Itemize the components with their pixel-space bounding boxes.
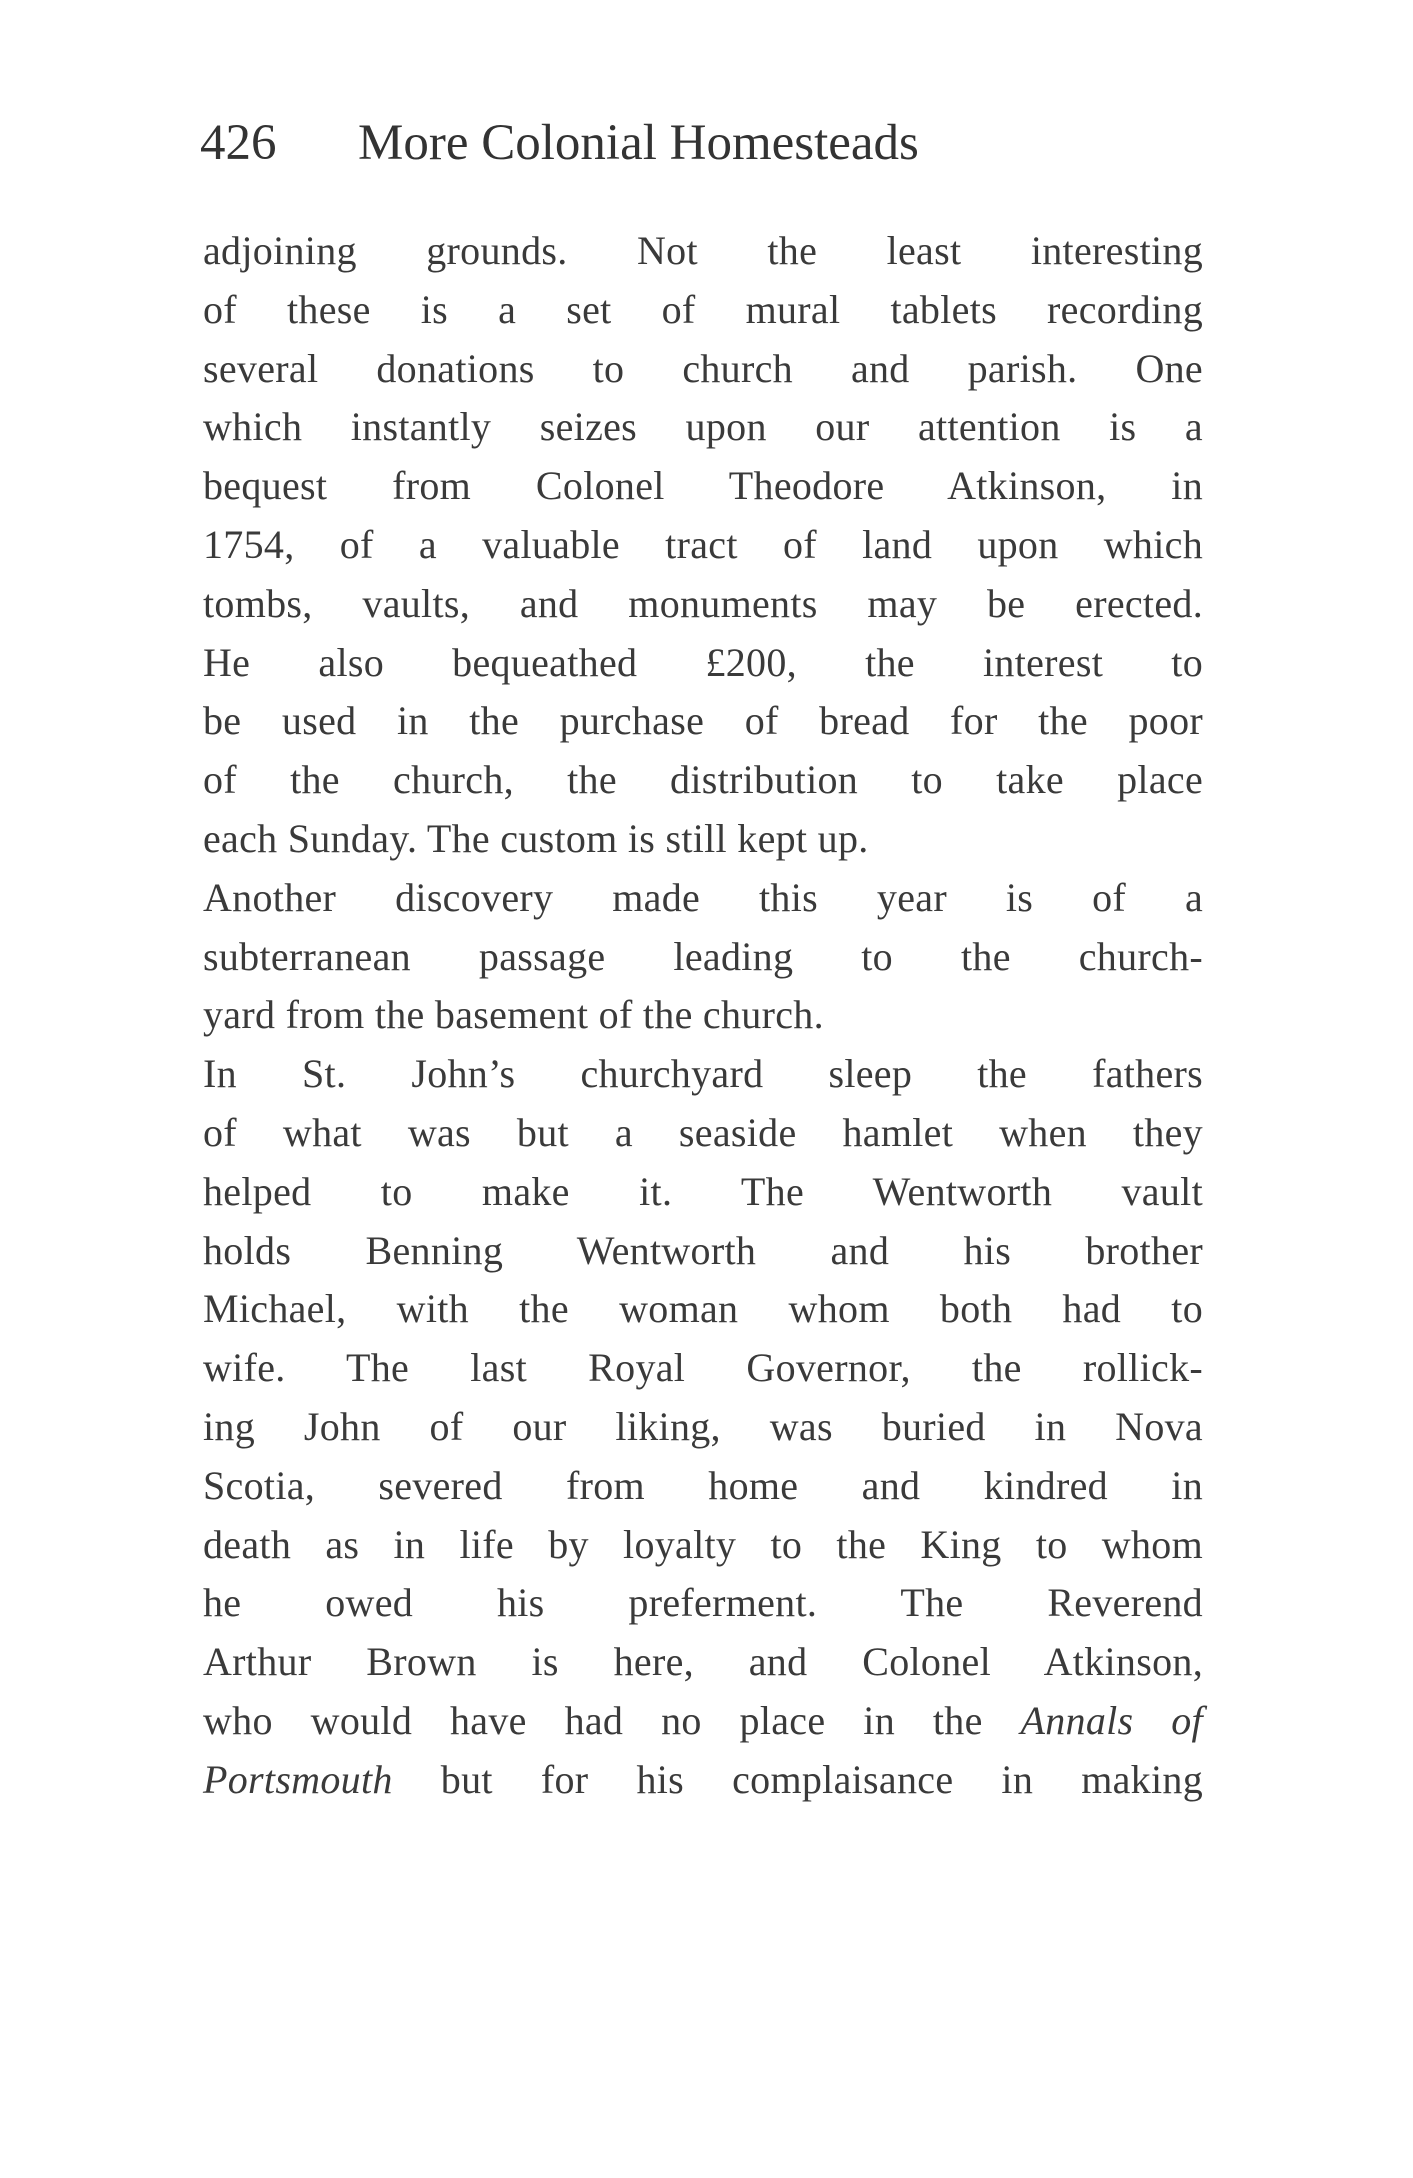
text-line: death as in life by loyalty to the King to whom <box>203 1521 1203 1567</box>
text-line: In St. John’s churchyard sleep the fathers <box>203 1051 1203 1097</box>
running-head <box>200 108 1200 178</box>
text-line: yard from the basement of the church. <box>203 992 824 1038</box>
text-line: he owed his preferment. The Reverend <box>203 1580 1203 1626</box>
text-segment: who would have had no place in the <box>203 1697 983 1743</box>
text-line-with-italic <box>203 1692 1203 1751</box>
text-line: subterranean passage leading to the church- <box>203 933 1203 979</box>
text-line: Scotia, severed from home and kindred in <box>203 1462 1203 1508</box>
text-line-with-italic <box>203 1751 1203 1810</box>
text-line: wife. The last Royal Governor, the rollick- <box>203 1345 1203 1391</box>
text-line: helped to make it. The Wentworth vault <box>203 1168 1203 1214</box>
text-line: Arthur Brown is here, and Colonel Atkinson, <box>203 1639 1203 1685</box>
text-line: which instantly seizes upon our attention is a <box>203 404 1203 450</box>
text-line: several donations to church and parish. One <box>203 345 1203 391</box>
text-line: holds Benning Wentworth and his brother <box>203 1227 1203 1273</box>
page-number: 426 <box>200 115 277 171</box>
body-text <box>203 222 1203 1810</box>
text-line: Michael, with the woman whom both had to <box>203 1286 1203 1332</box>
text-line: of these is a set of mural tablets recording <box>203 286 1203 332</box>
text-line: 1754, of a valuable tract of land upon which <box>203 521 1203 567</box>
text-line: be used in the purchase of bread for the poor <box>203 698 1203 744</box>
text-line: each Sunday. The custom is still kept up. <box>203 815 869 861</box>
text-line: ing John of our liking, was buried in Nova <box>203 1403 1203 1449</box>
text-line: of the church, the distribution to take place <box>203 757 1203 803</box>
text-segment: but for his complaisance in making <box>440 1756 1203 1802</box>
text-line: Another discovery made this year is of a <box>203 874 1203 920</box>
italic-title-portsmouth: Portsmouth <box>203 1756 393 1802</box>
text-line: He also bequeathed £200, the interest to <box>203 639 1203 685</box>
text-line: of what was but a seaside hamlet when they <box>203 1109 1203 1155</box>
italic-title-annals: Annals of <box>1020 1697 1203 1743</box>
running-title: More Colonial Homesteads <box>358 115 919 171</box>
text-line: bequest from Colonel Theodore Atkinson, in <box>203 463 1203 509</box>
text-line: tombs, vaults, and monuments may be erected. <box>203 580 1203 626</box>
text-line: adjoining grounds. Not the least interesting <box>203 228 1203 273</box>
